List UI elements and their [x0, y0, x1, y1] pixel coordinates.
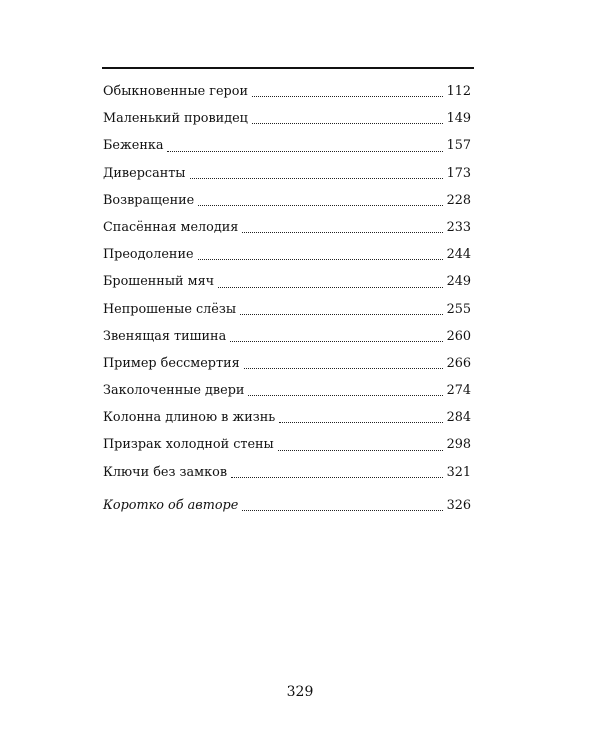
- toc-entry: [103, 296, 471, 323]
- toc-entry-page: 326: [446, 497, 471, 513]
- toc-entry: [103, 404, 471, 431]
- toc-entry: [103, 187, 471, 214]
- toc-entry-title: Спасённая мелодия: [103, 219, 239, 235]
- toc-entry: [103, 160, 471, 187]
- toc-entry-page: 157: [446, 138, 471, 154]
- toc-entry: [103, 431, 471, 458]
- toc-entry-title: Обыкновенные герои: [103, 84, 248, 99]
- toc-entry-page: 149: [446, 111, 471, 127]
- dot-leader: [240, 314, 443, 315]
- dot-leader: [242, 510, 442, 511]
- toc-entry-about-author: [103, 492, 471, 519]
- top-rule: [102, 67, 474, 69]
- dot-leader: [198, 259, 443, 260]
- page-number: 329: [286, 684, 314, 700]
- toc-entry-page: 244: [446, 247, 471, 263]
- toc-entry-page: 228: [446, 192, 471, 208]
- toc-entry-page: 298: [446, 437, 471, 453]
- toc-entry-title: Пример бессмертия: [103, 355, 240, 371]
- toc-entry-title: Звенящая тишина: [103, 328, 227, 344]
- dot-leader: [231, 477, 443, 478]
- toc-entry-page: 284: [446, 410, 471, 426]
- toc-entry-page: 266: [446, 355, 471, 371]
- toc-entry-title: Заколоченные двери: [103, 383, 245, 399]
- dot-leader: [218, 287, 442, 288]
- toc-entry-page: 249: [446, 274, 471, 290]
- toc-entry-page: 274: [446, 383, 471, 399]
- toc-entry: [103, 132, 471, 159]
- toc-entry-title: Возвращение: [103, 192, 195, 208]
- toc-entry-page: 255: [446, 301, 471, 317]
- toc-entry-page: 233: [446, 219, 471, 235]
- dot-leader: [190, 178, 443, 179]
- toc-entry-title: Непрошеные слёзы: [103, 301, 237, 317]
- toc-entry-page: 112: [446, 84, 471, 99]
- dot-leader: [278, 450, 443, 451]
- toc-entry-title: Беженка: [103, 138, 164, 154]
- toc-entry-title: Диверсанты: [103, 165, 186, 181]
- dot-leader: [252, 123, 443, 124]
- toc-entry-page: 321: [446, 464, 471, 480]
- toc-entry: [103, 78, 471, 105]
- toc-entry: [103, 323, 471, 350]
- toc-entry-title: Коротко об авторе: [103, 497, 239, 513]
- toc-entry-title: Колонна длиною в жизнь: [103, 410, 276, 426]
- dot-leader: [198, 205, 442, 206]
- toc-entry: [103, 241, 471, 268]
- dot-leader: [279, 422, 442, 423]
- toc-entry: [103, 268, 471, 295]
- table-of-contents: [103, 78, 471, 519]
- toc-entry-title: Преодоление: [103, 247, 194, 263]
- toc-entry-page: 173: [446, 165, 471, 181]
- dot-leader: [167, 151, 442, 152]
- toc-entry: [103, 377, 471, 404]
- toc-entry: [103, 459, 471, 486]
- dot-leader: [244, 368, 443, 369]
- dot-leader: [230, 341, 442, 342]
- toc-entry-title: Призрак холодной стены: [103, 437, 274, 453]
- toc-entry-title: Брошенный мяч: [103, 274, 215, 290]
- toc-entry-title: Маленький провидец: [103, 111, 248, 127]
- toc-entry: [103, 105, 471, 132]
- toc-entry-page: 260: [446, 328, 471, 344]
- toc-entry: [103, 350, 471, 377]
- dot-leader: [242, 232, 442, 233]
- dot-leader: [248, 395, 442, 396]
- dot-leader: [252, 96, 443, 97]
- toc-entry: [103, 214, 471, 241]
- toc-entry-title: Ключи без замков: [103, 464, 228, 480]
